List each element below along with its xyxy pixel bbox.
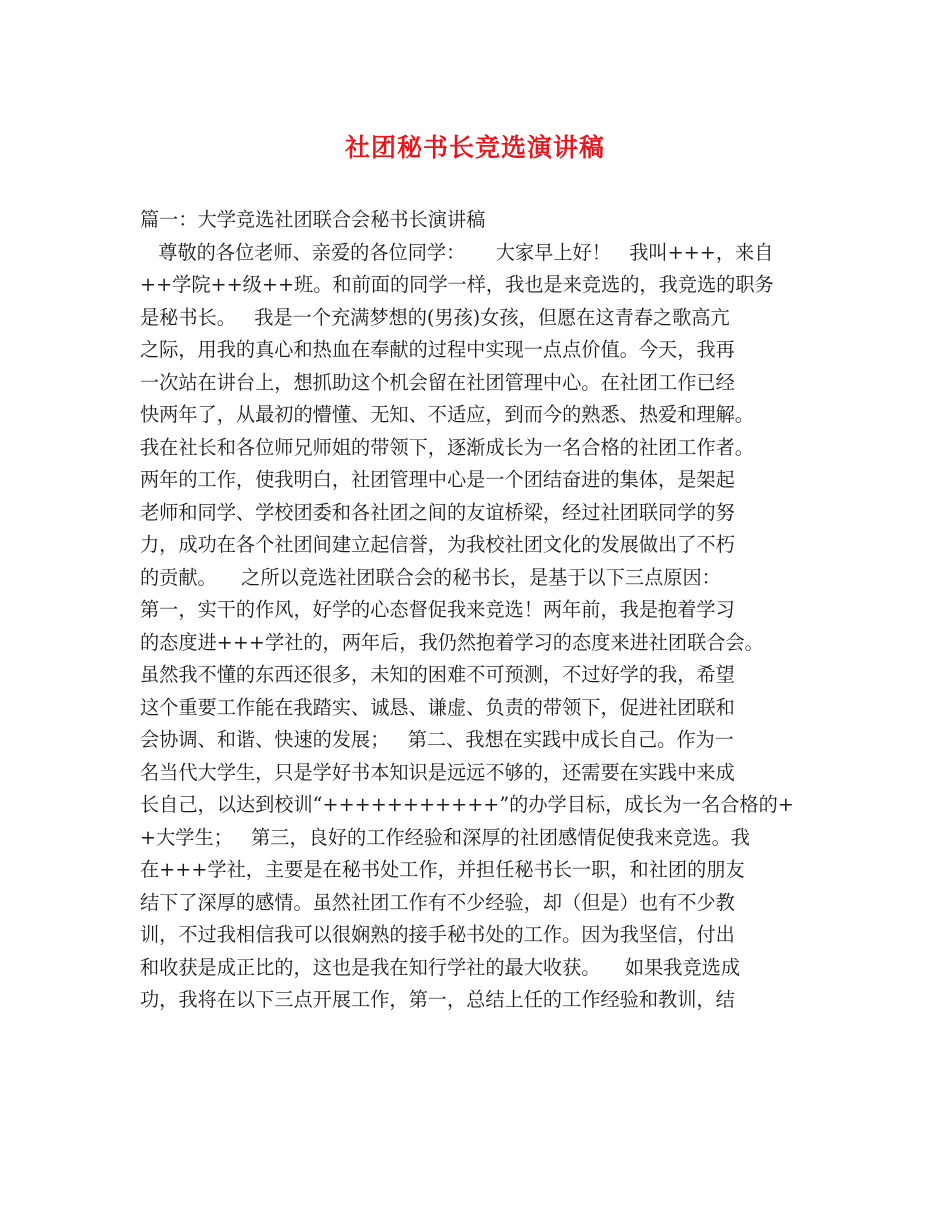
paragraph-line: 结下了深厚的感情。虽然社团工作有不少经验，却（但是）也有不少教 bbox=[140, 890, 735, 914]
paragraph-line: 之际，用我的真心和热血在奉献的过程中实现一点点价值。今天，我再 bbox=[140, 338, 735, 361]
paragraph-line: 第一，实干的作风，好学的心态督促我来竞选！两年前，我是抱着学习 bbox=[140, 598, 735, 621]
paragraph-line: 是秘书长。 我是一个充满梦想的(男孩)女孩，但愿在这青春之歌高亢 bbox=[140, 305, 730, 329]
paragraph-line: 的态度进+++学社的，两年后，我仍然抱着学习的态度来进社团联合会。 bbox=[140, 630, 764, 654]
document-body bbox=[140, 204, 830, 1017]
paragraph-line: 力，成功在各个社团间建立起信誉，为我校社团文化的发展做出了不朽 bbox=[140, 533, 735, 556]
paragraph-line: 这个重要工作能在我踏实、诚恳、谦虚、负责的带领下，促进社团联和 bbox=[140, 695, 735, 719]
paragraph-line: 一次站在讲台上，想抓助这个机会留在社团管理中心。在社团工作已经 bbox=[140, 370, 735, 394]
document-title: 社团秘书长竞选演讲稿 bbox=[344, 133, 605, 162]
paragraph-line: ++学院++级++班。和前面的同学一样，我也是来竞选的，我竞选的职务 bbox=[140, 273, 774, 296]
paragraph-line: 两年的工作，使我明白，社团管理中心是一个团结奋进的集体，是架起 bbox=[140, 468, 735, 491]
paragraph-line: 我在社长和各位师兄师姐的带领下，逐渐成长为一名合格的社团工作者。 bbox=[140, 435, 754, 459]
paragraph-line: 尊敬的各位老师、亲爱的各位同学： 大家早上好！ 我叫+++，来自 bbox=[140, 240, 774, 264]
paragraph-line: 和收获是成正比的，这也是我在知行学社的最大收获。 如果我竞选成 bbox=[140, 955, 741, 979]
paragraph-line: 训，不过我相信我可以很娴熟的接手秘书处的工作。因为我坚信，付出 bbox=[140, 923, 735, 946]
paragraph-line: 长自己，以达到校训“+++++++++++”的办学目标，成长为一名合格的+ bbox=[140, 793, 794, 816]
paragraph-line: 虽然我不懂的东西还很多，未知的困难不可预测，不过好学的我，希望 bbox=[140, 663, 735, 686]
paragraph-line: 的贡献。 之所以竞选社团联合会的秘书长，是基于以下三点原因： bbox=[140, 565, 721, 589]
paragraph-line: 会协调、和谐、快速的发展； 第二、我想在实践中成长自己。作为一 bbox=[140, 728, 734, 751]
paragraph-line: +大学生； 第三，良好的工作经验和深厚的社团感情促使我来竞选。我 bbox=[140, 825, 750, 849]
paragraph-line: 功，我将在以下三点开展工作，第一，总结上任的工作经验和教训，结 bbox=[140, 988, 735, 1011]
paragraph-line: 名当代大学生，只是学好书本知识是远远不够的，还需要在实践中来成 bbox=[140, 760, 735, 784]
section-heading: 篇一：大学竞选社团联合会秘书长演讲稿 bbox=[140, 208, 486, 231]
paragraph-line: 快两年了，从最初的懵懂、无知、不适应，到而今的熟悉、热爱和理解。 bbox=[140, 403, 754, 426]
paragraph-line: 在+++学社，主要是在秘书处工作，并担任秘书长一职，和社团的朋友 bbox=[140, 858, 745, 881]
paragraph-line: 老师和同学、学校团委和各社团之间的友谊桥梁，经过社团联同学的努 bbox=[140, 500, 735, 524]
